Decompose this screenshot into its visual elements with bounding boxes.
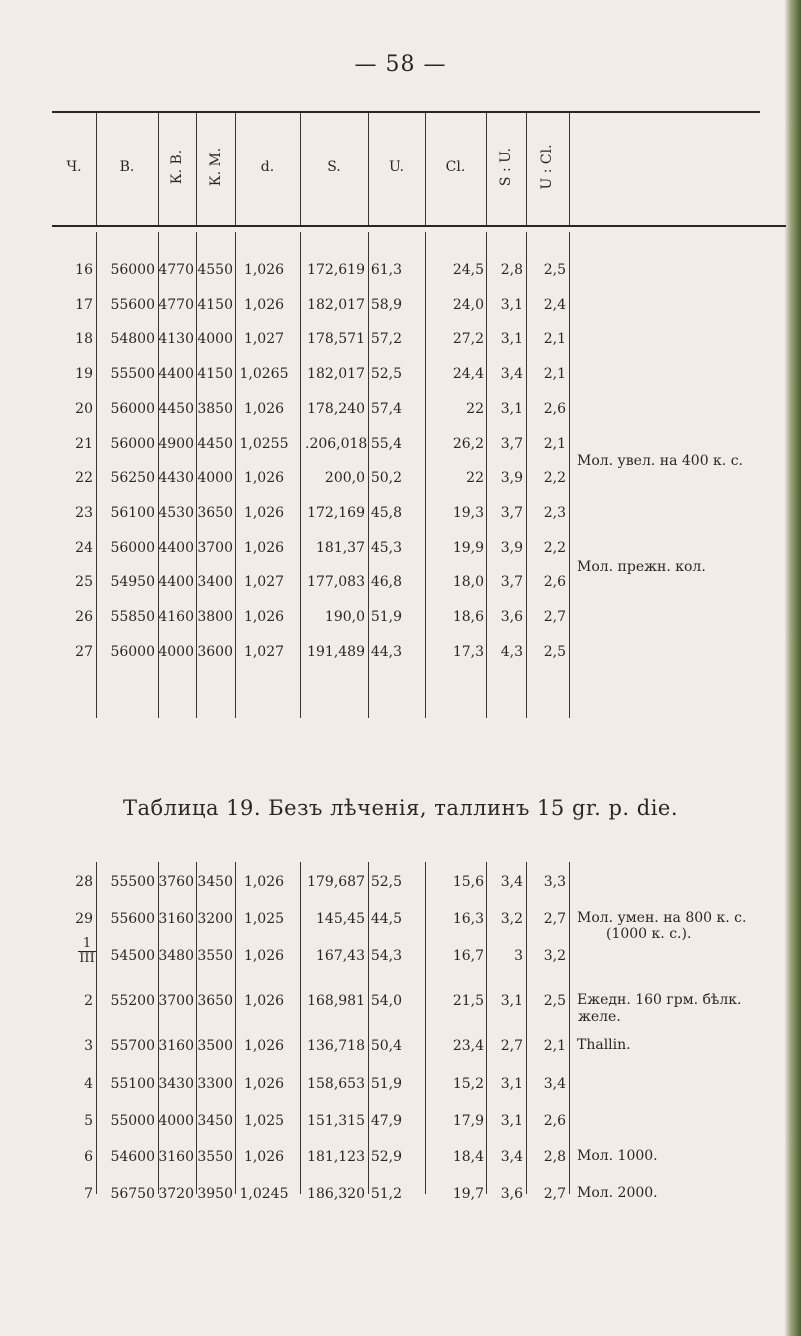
cell-km: 4000 [197, 331, 233, 348]
header-col-line [196, 113, 197, 225]
header-col-line [569, 113, 570, 225]
table1-col-line [569, 232, 570, 718]
cell-kv: 4160 [158, 609, 194, 625]
cell-km: 4450 [197, 435, 233, 452]
cell-solids: 200,0 [324, 470, 365, 487]
cell-s-u-ratio: 3,1 [500, 400, 523, 417]
cell-day: 29 [75, 911, 93, 927]
cell-solids: 167,43 [316, 948, 365, 964]
cell-u-cl-ratio: 2,8 [543, 1149, 566, 1165]
cell-weight: 55100 [110, 1076, 155, 1092]
cell-solids: 158,653 [307, 1076, 365, 1092]
cell-u-cl-ratio: 2,1 [543, 331, 566, 348]
cell-density: 1,026 [243, 539, 285, 556]
cell-weight: 54600 [110, 1149, 155, 1165]
cell-urea: 55,4 [370, 435, 402, 452]
cell-kv: 4130 [158, 331, 194, 348]
cell-day: 27 [75, 643, 93, 660]
cell-urea: 50,2 [370, 470, 402, 487]
cell-km: 3200 [197, 911, 233, 927]
cell-solids: 181,37 [316, 539, 365, 556]
cell-urea: 50,4 [370, 1038, 402, 1054]
cell-weight: 56000 [110, 643, 155, 660]
cell-density: 1,026 [243, 1076, 285, 1092]
cell-urea: 51,9 [370, 1076, 402, 1092]
cell-chloride: 19,7 [452, 1186, 484, 1202]
remark-text: (1000 к. с.). [606, 926, 692, 942]
cell-kv: 4770 [158, 296, 194, 313]
cell-u-cl-ratio: 2,5 [543, 643, 566, 660]
col-header-cl: Cl. [445, 159, 466, 175]
header-bottom-rule [52, 225, 786, 227]
remark-text: Мол. умен. на 800 к. с. [577, 910, 747, 926]
cell-u-cl-ratio: 2,5 [543, 262, 566, 278]
cell-solids: 145,45 [316, 911, 365, 927]
cell-weight: 56000 [110, 400, 155, 417]
cell-kv: 3720 [158, 1186, 194, 1202]
header-col-line [526, 113, 527, 225]
cell-urea: 45,3 [370, 539, 402, 556]
cell-density: 1,026 [243, 1038, 285, 1054]
remark-text: Мол. прежн. кол. [577, 559, 706, 575]
cell-weight: 55600 [110, 911, 155, 927]
cell-u-cl-ratio: 2,6 [543, 400, 566, 417]
cell-chloride: 17,9 [452, 1113, 484, 1129]
cell-km: 3800 [197, 609, 233, 625]
cell-weight: 55850 [110, 609, 155, 625]
cell-s-u-ratio: 3,1 [500, 296, 523, 313]
cell-chloride: 24,5 [452, 262, 484, 278]
remark-text: Мол. 1000. [577, 1148, 658, 1164]
cell-kv: 3700 [158, 993, 194, 1009]
cell-chloride: 19,9 [452, 539, 484, 556]
cell-solids: 178,571 [307, 331, 365, 348]
cell-u-cl-ratio: 2,7 [543, 911, 566, 927]
cell-kv: 4530 [158, 504, 194, 521]
cell-density: 1,026 [243, 874, 285, 890]
cell-s-u-ratio: 3,1 [500, 331, 523, 348]
cell-u-cl-ratio: 2,6 [543, 574, 566, 591]
cell-kv: 4900 [158, 435, 194, 452]
cell-density: 1,0245 [239, 1186, 289, 1202]
cell-u-cl-ratio: 2,1 [543, 366, 566, 383]
cell-solids: 182,017 [307, 296, 365, 313]
cell-km: 3850 [197, 400, 233, 417]
cell-s-u-ratio: 3,7 [500, 435, 523, 452]
cell-s-u-ratio: 3,9 [500, 539, 523, 556]
cell-day: 17 [75, 296, 93, 313]
cell-u-cl-ratio: 2,1 [543, 435, 566, 452]
cell-weight: 55600 [110, 296, 155, 313]
cell-km: 3400 [197, 574, 233, 591]
remark-text: желе. [578, 1009, 621, 1025]
cell-solids: 191,489 [307, 643, 365, 660]
cell-kv: 3160 [158, 911, 194, 927]
col-header-u: U. [389, 159, 404, 175]
cell-urea: 57,4 [370, 400, 402, 417]
col-header-d: d. [260, 159, 275, 175]
cell-urea: 57,2 [370, 331, 402, 348]
cell-urea: 45,8 [370, 504, 402, 521]
cell-kv: 4400 [158, 366, 194, 383]
cell-kv: 4000 [158, 1113, 194, 1129]
cell-day: 20 [75, 400, 93, 417]
cell-chloride: 15,2 [452, 1076, 484, 1092]
cell-day: 1 III [79, 936, 95, 966]
cell-km: 3650 [197, 993, 233, 1009]
col-header-kv: К. В. [169, 149, 185, 185]
cell-km: 3650 [197, 504, 233, 521]
cell-weight: 55000 [110, 1113, 155, 1129]
cell-solids: 181,123 [307, 1149, 365, 1165]
header-col-line [486, 113, 487, 225]
cell-chloride: 19,3 [452, 504, 484, 521]
cell-km: 3450 [197, 1113, 233, 1129]
cell-density: 1,027 [243, 643, 285, 660]
cell-solids: 136,718 [307, 1038, 365, 1054]
cell-weight: 54950 [110, 574, 155, 591]
cell-solids: 151,315 [307, 1113, 365, 1129]
cell-u-cl-ratio: 3,3 [543, 874, 566, 890]
cell-u-cl-ratio: 2,5 [543, 993, 566, 1009]
cell-kv: 4400 [158, 574, 194, 591]
cell-s-u-ratio: 3,1 [500, 1113, 523, 1129]
cell-u-cl-ratio: 2,7 [543, 1186, 566, 1202]
cell-weight: 55200 [110, 993, 155, 1009]
cell-s-u-ratio: 3,2 [500, 911, 523, 927]
cell-solids: 179,687 [307, 874, 365, 890]
cell-kv: 4000 [158, 643, 194, 660]
cell-chloride: 22 [466, 400, 484, 417]
cell-s-u-ratio: 3,1 [500, 1076, 523, 1092]
remark-text: Мол. 2000. [577, 1185, 658, 1201]
cell-km: 4550 [197, 262, 233, 278]
cell-chloride: 18,6 [452, 609, 484, 625]
cell-s-u-ratio: 3,4 [500, 366, 523, 383]
cell-km: 3550 [197, 948, 233, 964]
cell-s-u-ratio: 3,1 [500, 993, 523, 1009]
cell-kv: 4430 [158, 470, 194, 487]
cell-chloride: 17,3 [452, 643, 484, 660]
cell-day: 4 [84, 1076, 93, 1092]
cell-km: 3700 [197, 539, 233, 556]
col-header-s: S. [327, 159, 341, 175]
cell-urea: 51,9 [370, 609, 402, 625]
cell-density: 1,026 [243, 296, 285, 313]
cell-km: 3300 [197, 1076, 233, 1092]
cell-chloride: 18,4 [452, 1149, 484, 1165]
header-col-line [158, 113, 159, 225]
cell-day: 28 [75, 874, 93, 890]
cell-s-u-ratio: 3,7 [500, 574, 523, 591]
col-header-u-cl: U : Cl. [539, 144, 555, 190]
cell-density: 1,026 [243, 504, 285, 521]
cell-density: 1,026 [243, 609, 285, 625]
cell-weight: 56250 [110, 470, 155, 487]
cell-chloride: 16,7 [452, 948, 484, 964]
cell-weight: 56000 [110, 262, 155, 278]
cell-u-cl-ratio: 2,3 [543, 504, 566, 521]
cell-chloride: 23,4 [452, 1038, 484, 1054]
cell-u-cl-ratio: 2,6 [543, 1113, 566, 1129]
cell-chloride: 24,0 [452, 296, 484, 313]
cell-weight: 54500 [110, 948, 155, 964]
cell-day: 24 [75, 539, 93, 556]
cell-day: 22 [75, 470, 93, 487]
cell-chloride: 24,4 [452, 366, 484, 383]
cell-u-cl-ratio: 2,2 [543, 539, 566, 556]
cell-chloride: 15,6 [452, 874, 484, 890]
table2-col-line [569, 862, 570, 1194]
cell-u-cl-ratio: 2,1 [543, 1038, 566, 1054]
col-header-day: Ч. [66, 159, 82, 175]
cell-kv: 3480 [158, 948, 194, 964]
cell-km: 3950 [197, 1186, 233, 1202]
cell-weight: 55700 [110, 1038, 155, 1054]
cell-day: 21 [75, 435, 93, 452]
cell-weight: 56750 [110, 1186, 155, 1202]
remark-text: Ежедн. 160 грм. бѣлк. [577, 992, 742, 1008]
cell-s-u-ratio: 3,6 [500, 609, 523, 625]
cell-density: 1,026 [243, 262, 285, 278]
cell-km: 3600 [197, 643, 233, 660]
page-number: — 58 — [354, 52, 447, 77]
cell-chloride: 27,2 [452, 331, 484, 348]
cell-urea: 54,0 [370, 993, 402, 1009]
cell-s-u-ratio: 2,8 [500, 262, 523, 278]
cell-urea: 58,9 [370, 296, 402, 313]
cell-day: 6 [84, 1149, 93, 1165]
cell-density: 1,026 [243, 948, 285, 964]
table-caption: Таблица 19. Безъ лѣченія, таллинъ 15 gr. p. die. [122, 796, 679, 820]
cell-day: 2 [84, 993, 93, 1009]
cell-km: 4000 [197, 470, 233, 487]
cell-weight: 56000 [110, 435, 155, 452]
cell-urea: 51,2 [370, 1186, 402, 1202]
cell-s-u-ratio: 3,4 [500, 1149, 523, 1165]
cell-urea: 47,9 [370, 1113, 402, 1129]
cell-weight: 55500 [110, 366, 155, 383]
cell-day: 16 [75, 262, 93, 278]
cell-solids: 168,981 [307, 993, 365, 1009]
cell-density: 1,026 [243, 400, 285, 417]
cell-density: 1,025 [243, 1113, 285, 1129]
cell-kv: 3160 [158, 1038, 194, 1054]
cell-urea: 52,9 [370, 1149, 402, 1165]
cell-kv: 4400 [158, 539, 194, 556]
cell-solids: .206,018 [305, 435, 368, 452]
col-header-weight: B. [119, 159, 135, 175]
cell-day: 7 [84, 1186, 93, 1202]
cell-density: 1,027 [243, 331, 285, 348]
cell-urea: 44,3 [370, 643, 402, 660]
cell-density: 1,025 [243, 911, 285, 927]
cell-u-cl-ratio: 3,2 [543, 948, 566, 964]
cell-density: 1,026 [243, 1149, 285, 1165]
cell-solids: 186,320 [307, 1186, 365, 1202]
cell-chloride: 16,3 [452, 911, 484, 927]
col-header-km: К. М. [208, 147, 224, 187]
cell-solids: 178,240 [307, 400, 365, 417]
cell-u-cl-ratio: 2,2 [543, 470, 566, 487]
cell-km: 4150 [197, 366, 233, 383]
cell-s-u-ratio: 2,7 [500, 1038, 523, 1054]
cell-urea: 52,5 [370, 366, 402, 383]
cell-s-u-ratio: 3,4 [500, 874, 523, 890]
cell-chloride: 26,2 [452, 435, 484, 452]
cell-weight: 56100 [110, 504, 155, 521]
cell-kv: 3760 [158, 874, 194, 890]
cell-urea: 46,8 [370, 574, 402, 591]
cell-day: 23 [75, 504, 93, 521]
cell-s-u-ratio: 4,3 [500, 643, 523, 660]
cell-km: 3450 [197, 874, 233, 890]
cell-solids: 172,169 [307, 504, 365, 521]
cell-kv: 3160 [158, 1149, 194, 1165]
cell-day: 26 [75, 609, 93, 625]
cell-weight: 55500 [110, 874, 155, 890]
cell-kv: 4770 [158, 262, 194, 278]
col-header-s-u: S : U. [498, 147, 514, 187]
cell-chloride: 22 [466, 470, 484, 487]
cell-urea: 52,5 [370, 874, 402, 890]
cell-kv: 4450 [158, 400, 194, 417]
cell-urea: 61,3 [370, 262, 402, 278]
cell-u-cl-ratio: 2,4 [543, 296, 566, 313]
cell-day: 18 [75, 331, 93, 348]
cell-urea: 44,5 [370, 911, 402, 927]
page-edge [785, 0, 801, 1336]
cell-solids: 190,0 [324, 609, 365, 625]
cell-solids: 177,083 [307, 574, 365, 591]
cell-weight: 56000 [110, 539, 155, 556]
cell-km: 4150 [197, 296, 233, 313]
cell-solids: 182,017 [307, 366, 365, 383]
cell-day: 3 [84, 1038, 93, 1054]
cell-density: 1,026 [243, 470, 285, 487]
cell-s-u-ratio: 3,9 [500, 470, 523, 487]
cell-u-cl-ratio: 2,7 [543, 609, 566, 625]
cell-solids: 172,619 [307, 262, 365, 278]
cell-s-u-ratio: 3,6 [500, 1186, 523, 1202]
cell-u-cl-ratio: 3,4 [543, 1076, 566, 1092]
cell-km: 3550 [197, 1149, 233, 1165]
cell-density: 1,027 [243, 574, 285, 591]
cell-density: 1,0255 [239, 435, 289, 452]
cell-urea: 54,3 [370, 948, 402, 964]
cell-density: 1,026 [243, 993, 285, 1009]
cell-kv: 3430 [158, 1076, 194, 1092]
cell-s-u-ratio: 3,7 [500, 504, 523, 521]
cell-chloride: 21,5 [452, 993, 484, 1009]
cell-chloride: 18,0 [452, 574, 484, 591]
cell-day: 25 [75, 574, 93, 591]
cell-km: 3500 [197, 1038, 233, 1054]
cell-density: 1,0265 [239, 366, 289, 383]
cell-weight: 54800 [110, 331, 155, 348]
cell-s-u-ratio: 3 [514, 948, 523, 964]
cell-day: 5 [84, 1113, 93, 1129]
cell-day: 19 [75, 366, 93, 383]
remark-text: Мол. увел. на 400 к. с. [577, 453, 743, 469]
remark-text: Thallin. [577, 1037, 631, 1053]
